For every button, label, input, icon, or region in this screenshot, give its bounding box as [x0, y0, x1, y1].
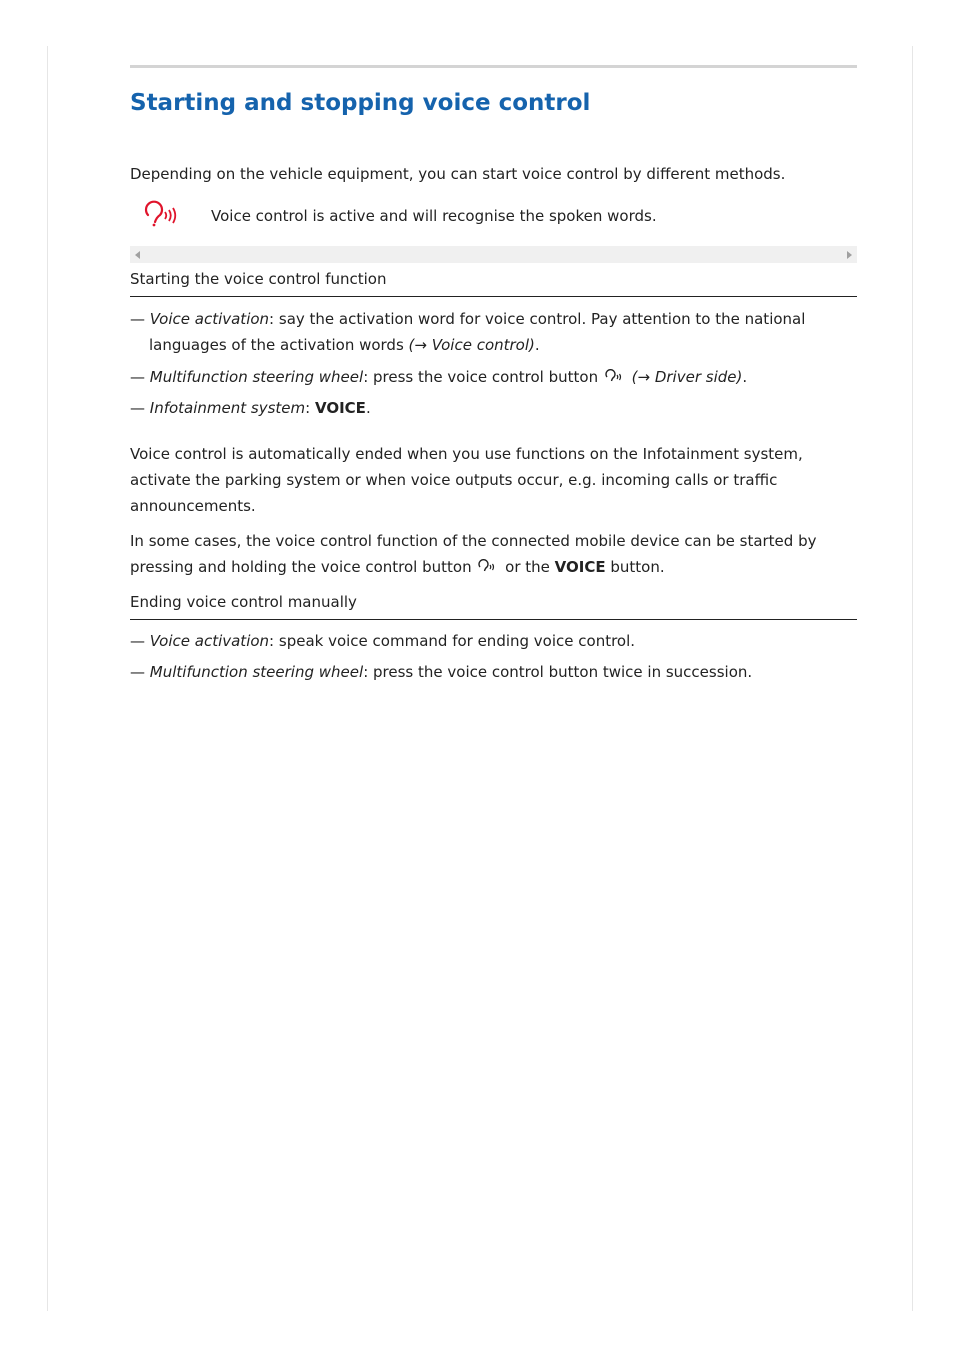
- voice-key: VOICE: [315, 399, 366, 417]
- voice-button-icon: [478, 559, 498, 575]
- list-dash: —: [130, 368, 145, 386]
- list-item-end-steering-wheel: — Multifunction steering wheel: press the voice control button twice in succession.: [130, 663, 753, 681]
- paragraph-mobile-line-1: In some cases, the voice control function of the connected mobile device can be started by: [130, 532, 817, 550]
- voice-key: VOICE: [554, 558, 606, 576]
- scroll-right-icon[interactable]: [847, 251, 852, 259]
- item-label: Multifunction steering wheel: [149, 663, 364, 681]
- voice-control-icon: [143, 200, 179, 230]
- voice-button-icon: [605, 369, 625, 385]
- list-item-infotainment: — Infotainment system: VOICE.: [130, 399, 371, 417]
- page-border-right: [912, 46, 913, 1311]
- page-border-left: [47, 46, 48, 1311]
- item-text: speak voice command for ending voice control.: [274, 632, 636, 650]
- ending-section-heading: Ending voice control manually: [130, 589, 857, 620]
- list-dash: —: [130, 399, 145, 417]
- paragraph-auto-end-line-1: Voice control is automatically ended when you use functions on the Infotainment system,: [130, 445, 803, 463]
- list-item-voice-activation: — Voice activation: say the activation word for voice control. Pay attention to the national: [130, 310, 806, 328]
- paragraph-mobile-line-2: pressing and holding the voice control button or the VOICE button.: [130, 558, 665, 576]
- item-label: Voice activation: [149, 310, 270, 328]
- page-title: Starting and stopping voice control: [130, 90, 591, 116]
- list-item-continuation: languages of the activation words (→ Voice control).: [149, 336, 540, 354]
- item-label: Voice activation: [149, 632, 270, 650]
- top-divider: [130, 65, 857, 68]
- horizontal-scrollbar[interactable]: [130, 246, 857, 263]
- paragraph-auto-end-line-3: announcements.: [130, 497, 256, 515]
- item-label: Infotainment system: [149, 399, 306, 417]
- intro-paragraph: Depending on the vehicle equipment, you can start voice control by different methods.: [130, 165, 786, 183]
- icon-description: Voice control is active and will recognise the spoken words.: [211, 207, 657, 225]
- starting-section-heading: Starting the voice control function: [130, 266, 857, 297]
- item-text: press the voice control button twice in succession.: [368, 663, 753, 681]
- list-dash: —: [130, 310, 145, 328]
- list-dash: —: [130, 663, 145, 681]
- list-dash: —: [130, 632, 145, 650]
- item-label: Multifunction steering wheel: [149, 368, 364, 386]
- scroll-left-icon[interactable]: [135, 251, 140, 259]
- cross-reference-link[interactable]: (→ Voice control): [408, 336, 535, 354]
- cross-reference-link[interactable]: (→ Driver side): [631, 368, 743, 386]
- paragraph-auto-end-line-2: activate the parking system or when voice outputs occur, e.g. incoming calls or traffic: [130, 471, 778, 489]
- list-item-steering-wheel: — Multifunction steering wheel: press the voice control button (→ Driver side).: [130, 368, 748, 386]
- list-item-end-voice-activation: — Voice activation: speak voice command for ending voice control.: [130, 632, 636, 650]
- item-text: say the activation word for voice control. Pay attention to the national: [274, 310, 806, 328]
- item-text: press the voice control button: [368, 368, 603, 386]
